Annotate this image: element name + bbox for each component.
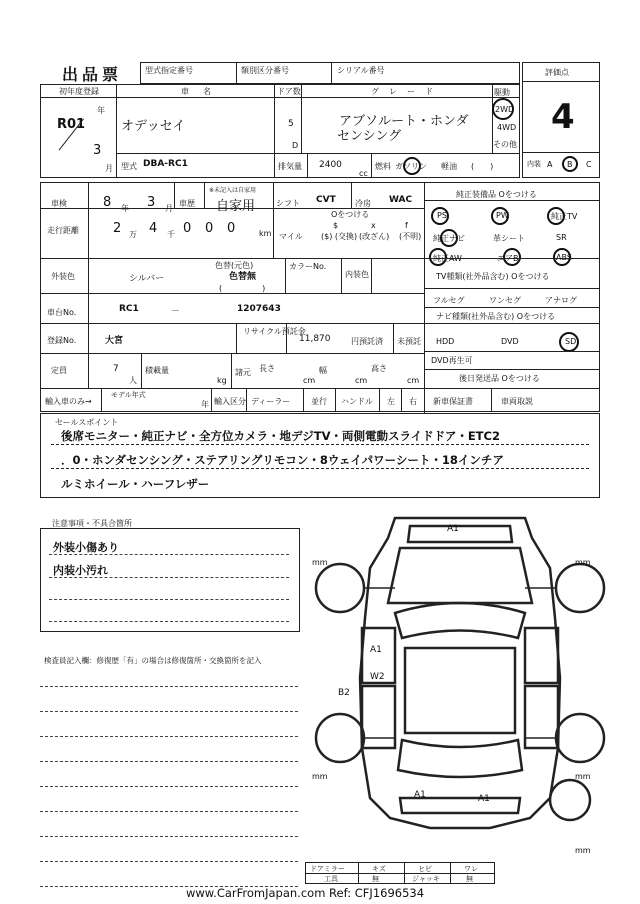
- grade-label: グレード: [371, 87, 443, 96]
- displacement: 2400: [319, 160, 342, 170]
- mark-front: A1: [447, 524, 459, 534]
- recycle-label: リサイクル預託金: [243, 327, 306, 336]
- color-value: シルバー: [129, 274, 165, 284]
- recycle-value: 11,870: [299, 334, 331, 344]
- door-count: 5: [288, 119, 294, 129]
- mileage-man: 万: [129, 230, 137, 239]
- import-model-year: モデル年式: [111, 391, 146, 399]
- import-year-unit: 年: [201, 400, 209, 409]
- navi-dvd: DVD: [501, 337, 519, 346]
- tv-fullseg: フルセグ: [433, 296, 465, 305]
- drive-2wd: 2WD: [495, 105, 515, 114]
- import-div: 輸入区分: [214, 397, 246, 406]
- ac-value: WAC: [389, 195, 413, 205]
- sales-line-1: 後席モニター・純正ナビ・全方位カメラ・地デジTV・両側電動スライドドア・ETC2: [61, 429, 500, 443]
- sales-points-box: [40, 413, 600, 498]
- interior-color-label: 内装色: [345, 270, 369, 279]
- equip-pw-circle: [491, 207, 509, 225]
- load-label: 積載量: [145, 366, 169, 375]
- navi-sd-circle: [559, 332, 579, 352]
- notes-box: [40, 528, 300, 632]
- mileage-d5: 0: [227, 221, 236, 236]
- page-title: 出品票: [62, 65, 123, 84]
- rear-glass: [398, 740, 522, 777]
- header-ids: [140, 62, 520, 84]
- fuel-selected-circle: [403, 157, 421, 175]
- mileage-note-header: Oをつける: [331, 210, 370, 219]
- wheel-rear-right: [556, 714, 604, 762]
- first-reg-label: 初年度登録: [59, 87, 99, 96]
- fuel-label: 燃料: [375, 162, 391, 171]
- color-orig-value: 色替無: [229, 272, 257, 282]
- inspection-month: 3: [147, 195, 156, 210]
- model-type: DBA-RC1: [143, 159, 188, 169]
- equip-aw-circle: [429, 248, 447, 266]
- capacity-unit: 人: [129, 376, 137, 385]
- mileage-note-mile: マイル: [279, 232, 303, 241]
- import-handle: ハンドル: [341, 397, 373, 406]
- grade-line2: センシング: [337, 129, 402, 144]
- equip-tv-circle: [547, 207, 565, 225]
- interior-c: C: [586, 160, 592, 169]
- notes-line-1: 外装小傷あり: [53, 541, 119, 554]
- import-dealer: ディーラー: [251, 397, 291, 406]
- recycle-no: 未預託: [397, 337, 421, 346]
- ac-label: 冷房: [355, 199, 371, 208]
- mark-left-w2: W2: [370, 672, 385, 682]
- mm-label-5: mm: [575, 846, 591, 855]
- car-diagram: [300, 508, 620, 858]
- mm-label-1: mm: [312, 558, 328, 567]
- mileage-d3: 0: [183, 221, 192, 236]
- inspection-label: 車検: [51, 199, 67, 208]
- interior-b: B: [567, 160, 573, 169]
- month-unit: 月: [105, 164, 113, 173]
- dims-cm3: cm: [407, 376, 420, 385]
- chassis-prefix: RC1: [119, 304, 139, 314]
- mm-label-3: mm: [312, 772, 328, 781]
- equip-airbag-circle: [503, 248, 521, 266]
- year-unit: 年: [97, 106, 105, 115]
- mileage-note-c3: f: [405, 221, 408, 230]
- rear-bumper: [400, 798, 520, 813]
- import-left: 左: [387, 397, 395, 406]
- aftermarket-manual: 車両取説: [501, 397, 533, 406]
- chassis-dash: －: [171, 307, 181, 317]
- displacement-label: 排気量: [278, 162, 302, 171]
- navi-title: ナビ種類(社外品含む) Oをつける: [436, 312, 556, 321]
- front-bumper: [408, 526, 512, 542]
- spare-tire: [550, 780, 590, 820]
- legend-box: [305, 862, 495, 884]
- legend-dent: ワレ: [464, 865, 478, 873]
- interior-a: A: [547, 160, 553, 169]
- evaluation-score: 4: [551, 97, 575, 137]
- first-reg-era: R01: [57, 117, 86, 132]
- wheel-rear-left: [316, 714, 364, 762]
- mark-rear-1: A1: [414, 790, 426, 800]
- navi-hdd: HDD: [436, 337, 455, 346]
- equip-navi: 純正ナビ: [433, 234, 465, 243]
- color-orig-label: 色替(元色): [215, 261, 254, 270]
- fuel-gasoline: ガソリン: [395, 162, 427, 171]
- dims-width: 幅: [319, 366, 327, 375]
- mark-rear-2: A1: [478, 794, 490, 804]
- color-paren: ( ): [219, 284, 266, 293]
- recycle-unit: 円預託済: [351, 337, 383, 346]
- mileage-note-exchange: ($) (交換): [321, 232, 358, 241]
- fuel-diesel: 軽油: [441, 162, 457, 171]
- mm-label-2: mm: [575, 558, 591, 567]
- sales-line-3: ルミホイール・ハーフレザー: [61, 477, 210, 491]
- legend-jack-none: 無: [466, 875, 473, 883]
- equip-pw: PW: [496, 211, 509, 220]
- tv-oneseg: ワンセグ: [489, 296, 521, 305]
- car-body-outline: [360, 518, 560, 828]
- interior-label: 内装: [527, 160, 541, 168]
- equipment-title: 純正装備品 Oをつける: [456, 190, 537, 199]
- dims-height: 高さ: [371, 364, 387, 373]
- legend-tool: 工具: [324, 875, 338, 883]
- equip-tv: 純正TV: [551, 212, 578, 221]
- equip-sr: SR: [556, 233, 567, 242]
- inspector-label: 検査員記入欄：修復歴「有」の場合は修復箇所・交換箇所を記入: [44, 656, 262, 665]
- mileage-d1: 2: [113, 221, 122, 236]
- wheel-front-left: [316, 564, 364, 612]
- equip-ps-circle: [431, 207, 449, 225]
- capacity-value: 7: [113, 364, 119, 374]
- mileage-d2: 4: [149, 221, 158, 236]
- history-note: ※未記入は自家用: [209, 187, 257, 194]
- mileage-note-c2: x: [371, 221, 376, 230]
- notes-line-2: 内装小汚れ: [53, 564, 108, 577]
- registration-label: 登録No.: [47, 336, 77, 345]
- door-suffix: D: [292, 141, 299, 150]
- shift-label: シフト: [276, 199, 300, 208]
- displacement-unit: cc: [359, 169, 368, 178]
- category-label: 類別区分番号: [241, 66, 289, 75]
- legend-jack: ジャッキ: [412, 875, 440, 883]
- mark-left-a1: A1: [370, 645, 382, 655]
- aftermarket-warranty: 新車保証書: [433, 397, 473, 406]
- vehicle-info-block: [40, 84, 520, 178]
- door-label: ドア数: [277, 87, 301, 96]
- mileage-note-altered: (改ざん): [359, 232, 390, 241]
- windshield: [395, 603, 525, 638]
- equip-navi-circle: [440, 229, 458, 247]
- roof: [405, 648, 515, 733]
- interior-box: [522, 152, 600, 178]
- navi-dvd-play: DVD再生可: [431, 356, 473, 365]
- registration-value: 大宮: [105, 336, 124, 346]
- shift-value: CVT: [316, 195, 336, 205]
- dims-cm1: cm: [303, 376, 316, 385]
- chassis-label: 車台No.: [47, 308, 77, 317]
- mileage-note-c1: $: [333, 221, 339, 230]
- dims-label: 諸元: [235, 368, 251, 377]
- mark-b2: B2: [338, 688, 350, 698]
- drive-label: 駆動: [494, 88, 510, 97]
- equip-abs-circle: [553, 248, 571, 266]
- fuel-other: ( ): [471, 162, 494, 171]
- color-label: 外装色: [51, 272, 75, 281]
- import-right: 右: [409, 397, 417, 406]
- mileage-unit: km: [259, 229, 272, 238]
- aftermarket-title: 後日発送品 Oをつける: [459, 374, 540, 383]
- mileage-note-unknown: (不明): [399, 232, 422, 241]
- capacity-label: 定員: [51, 366, 67, 375]
- right-front-door: [525, 628, 558, 683]
- hood: [388, 548, 532, 603]
- grade-line1: アブソルート・ホンダ: [339, 114, 469, 129]
- evaluation-label: 評価点: [545, 68, 569, 77]
- color-no-label: カラーNo.: [289, 262, 327, 271]
- legend-tool-none: 無: [372, 875, 379, 883]
- dims-cm2: cm: [355, 376, 368, 385]
- drive-other: その他: [493, 140, 517, 149]
- history-label: 車歴: [179, 199, 195, 208]
- mm-label-4: mm: [575, 772, 591, 781]
- dims-length: 長さ: [259, 364, 275, 373]
- mileage-d4: 0: [205, 221, 214, 236]
- import-label: 輸入車のみ→: [45, 397, 92, 406]
- footer-watermark: www.CarFromJapan.com Ref: CFJ1696534: [186, 886, 425, 900]
- navi-sd: SD: [565, 337, 577, 346]
- sales-line-2: ．0・ホンダセンシング・ステアリングリモコン・8ウェイパワーシート・18インチア: [61, 453, 504, 467]
- load-unit: kg: [217, 376, 227, 385]
- legend-crack: ヒビ: [418, 865, 432, 873]
- equip-ps: PS: [437, 211, 447, 220]
- equip-abs: ABS: [556, 253, 572, 262]
- legend-scratch: キズ: [372, 865, 386, 873]
- inspection-month-unit: 月: [165, 204, 173, 213]
- equip-leather: 革シート: [493, 234, 525, 243]
- inspection-year: 8: [103, 195, 112, 210]
- chassis-number: 1207643: [237, 304, 281, 314]
- first-reg-month: 3: [93, 143, 102, 158]
- tv-analog: アナログ: [545, 296, 577, 305]
- car-name: オデッセイ: [121, 119, 186, 134]
- tv-title: TV種類(社外品含む) Oをつける: [436, 272, 550, 281]
- serial-label: シリアル番号: [337, 66, 385, 75]
- history-value: 自家用: [216, 199, 256, 214]
- mileage-sen: 千: [167, 230, 175, 239]
- model-type-label: 型式: [121, 162, 137, 171]
- car-name-label: 車名: [181, 87, 225, 96]
- notes-label: 注意事項・不具合箇所: [52, 519, 132, 528]
- equip-aw: 純正AW: [433, 254, 462, 263]
- drive-selected-circle: [492, 98, 514, 120]
- interior-selected-circle: [562, 156, 578, 172]
- wheel-front-right: [556, 564, 604, 612]
- mileage-label: 走行距離: [47, 226, 79, 235]
- drive-4wd: 4WD: [497, 123, 517, 132]
- import-parallel: 並行: [311, 397, 327, 406]
- sales-points-label: セールスポイント: [55, 418, 119, 427]
- inspection-year-unit: 年: [121, 204, 129, 213]
- legend-door-mirror: ドアミラー: [310, 865, 345, 873]
- model-cert-label: 型式指定番号: [145, 66, 193, 75]
- details-grid: [40, 182, 600, 412]
- equip-airbag: エアB: [497, 254, 519, 263]
